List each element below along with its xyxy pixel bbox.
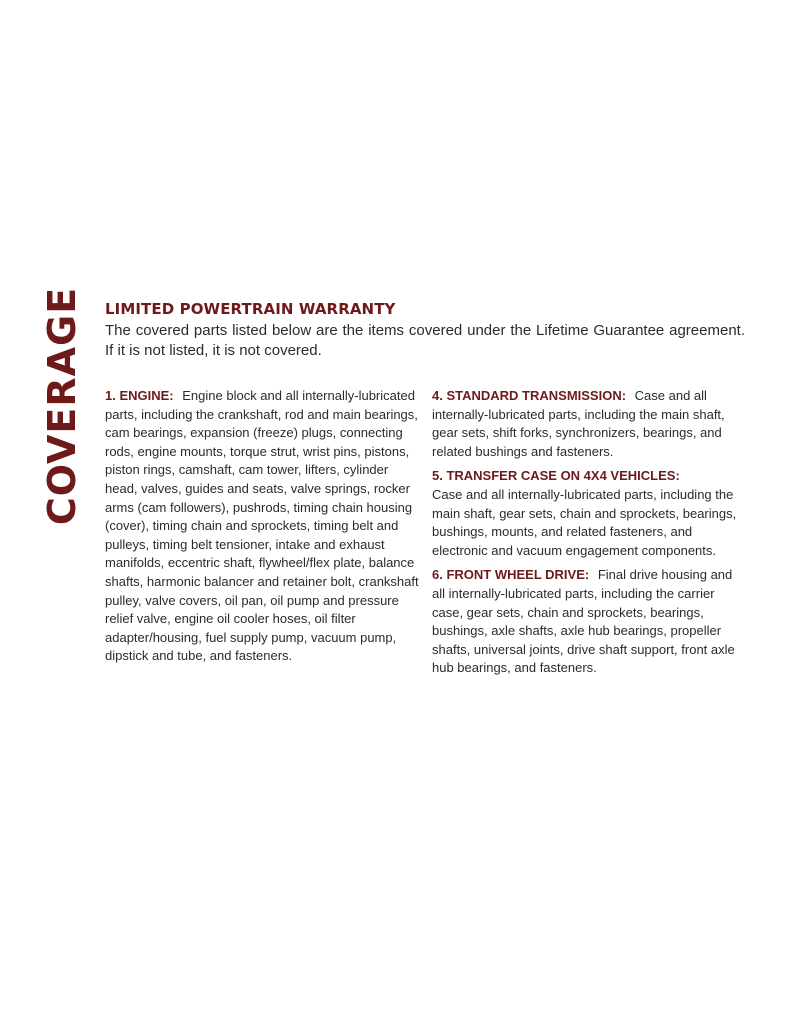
coverage-item-label: 5. TRANSFER CASE ON 4X4 VEHICLES: [432, 468, 680, 484]
coverage-item-standard-transmission [432, 387, 746, 461]
left-column [105, 387, 419, 672]
section-heading: LIMITED POWERTRAIN WARRANTY [105, 300, 396, 318]
coverage-item-front-wheel-drive [432, 566, 746, 678]
coverage-item-text: Case and all internally-lubricated parts, including the main shaft, gear sets, shift forks, synchronizers, bearings, and related bushings and fasteners. [432, 388, 725, 459]
coverage-item-label: 6. FRONT WHEEL DRIVE: [432, 567, 590, 583]
coverage-item-text: Final drive housing and all internally-lubricated parts, including the carrier case, gear sets, chain and sprockets, bearings, bushings, axle shafts, axle hub bearings, propeller shafts, universal joints, drive shaft support, front axle hub bearings, and fasteners. [432, 567, 735, 676]
coverage-item-transfer-case [432, 467, 746, 560]
side-title [38, 286, 86, 526]
coverage-item-text: Case and all internally-lubricated parts, including the main shaft, gear sets, chain and sprockets, bearings, bushings, mounts, and related fasteners, and electronic and vacuum engagement components. [432, 486, 737, 558]
intro-paragraph: The covered parts listed below are the items covered under the Lifetime Guarantee agreement. If it is not listed, it is not covered. [105, 322, 745, 359]
side-title-text: COVERAGE [40, 286, 84, 526]
coverage-item-text: Engine block and all internally-lubricated parts, including the crankshaft, rod and main bearings, cam bearings, expansion (freeze) plugs, connecting rods, engine mounts, torque strut, wrist pins, pistons, piston rings, camshaft, cam tower, lifters, cylinder head, valves, guides and seats, valve springs, rocker arms (cam followers), pushrods, timing chain housing (cover), timing chain and sprockets, timing belt and pulleys, timing belt tensioner, intake and exhaust manifolds, eccentric shaft, flywheel/flex plate, balance shafts, harmonic balancer and retainer bolt, crankshaft pulley, valve covers, oil pan, oil pump and pressure relief valve, engine oil cooler hoses, oil filter adapter/housing, fuel supply pump, vacuum pump, dipstick and tube, and fasteners. [105, 388, 419, 664]
right-column [432, 387, 746, 684]
coverage-item-engine [105, 387, 419, 666]
coverage-item-label: 4. STANDARD TRANSMISSION: [432, 388, 627, 403]
coverage-item-label: 1. ENGINE: [105, 388, 174, 403]
